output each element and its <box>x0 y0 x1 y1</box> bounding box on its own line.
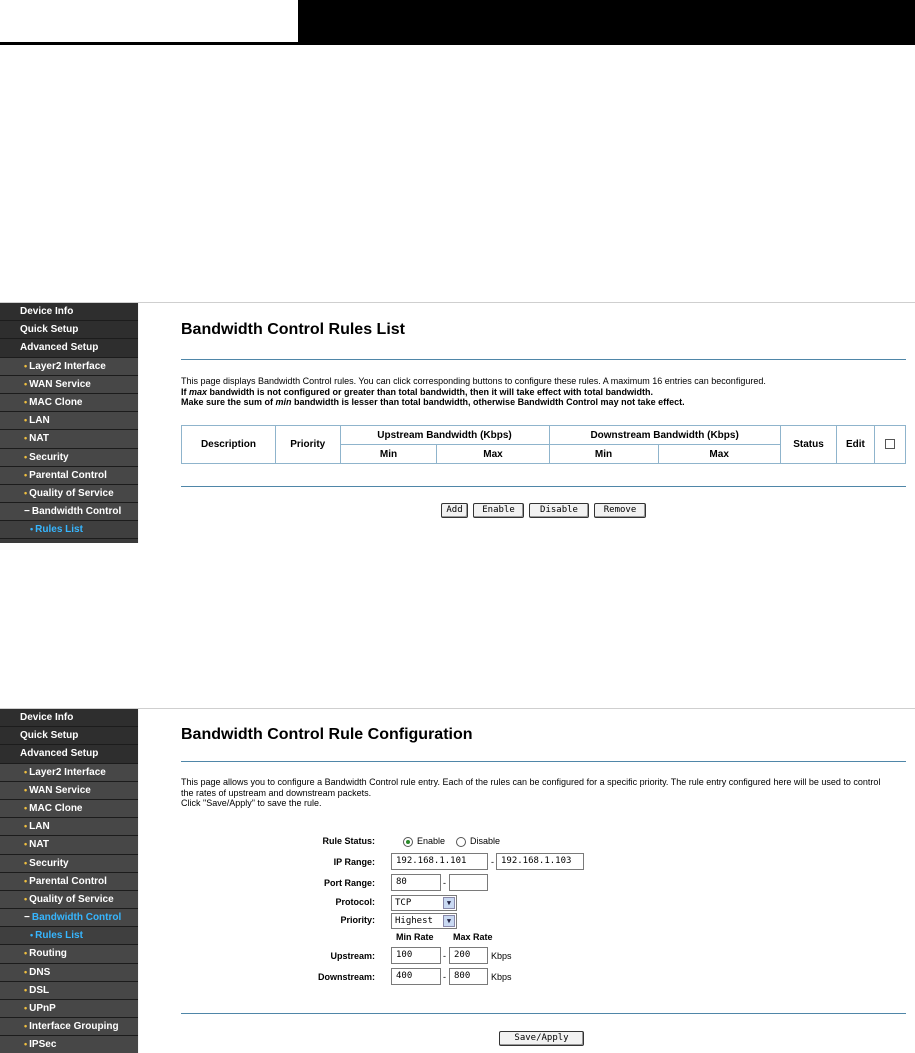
divider <box>181 1013 906 1014</box>
sidebar-item-label: Security <box>29 857 69 869</box>
desc-line-2: If max bandwidth is not configured or greater than total bandwidth, then it will take effect with total bandwidth. <box>181 386 654 397</box>
sidebar-item-bandwidth-control[interactable] <box>0 909 138 927</box>
col-up-max: Max <box>437 445 549 464</box>
sidebar-item-label: Bandwidth Control <box>31 506 122 518</box>
col-priority: Priority <box>275 426 340 464</box>
sidebar-menu <box>0 303 138 543</box>
sidebar-item-label: Device Info <box>20 306 74 317</box>
sidebar-item-parental-control[interactable] <box>0 873 138 891</box>
rules-list-screenshot <box>0 302 915 543</box>
rule-status-label: Rule Status: <box>322 836 375 846</box>
bullet-icon: • <box>30 930 34 941</box>
downstream-max-input[interactable]: 800 <box>449 968 488 985</box>
sidebar-item-nat[interactable] <box>0 430 138 448</box>
priority-label: Priority: <box>340 915 375 925</box>
sidebar-item-device-info[interactable] <box>0 303 138 321</box>
bullet-icon: • <box>24 784 28 795</box>
sidebar-item-quality-of-service[interactable] <box>0 485 138 503</box>
sidebar-item-advanced-setup[interactable] <box>0 339 138 357</box>
sidebar-item-label: Security <box>29 451 69 463</box>
bullet-icon: • <box>24 396 28 407</box>
sidebar-item-label: Parental Control <box>29 875 107 887</box>
bullet-icon: • <box>24 378 28 389</box>
min-rate-header: Min Rate <box>396 932 434 942</box>
col-edit: Edit <box>837 426 874 464</box>
col-downstream: Downstream Bandwidth (Kbps) <box>549 426 780 445</box>
col-upstream: Upstream Bandwidth (Kbps) <box>340 426 549 445</box>
ip-end-input[interactable]: 192.168.1.103 <box>496 853 584 870</box>
sidebar-item-label: DSL <box>29 984 50 996</box>
sidebar-item-label: Rules List <box>35 524 83 536</box>
sidebar-item-mac-clone[interactable] <box>0 394 138 412</box>
desc-line-2: the rates of upstream and downstream packets. <box>181 787 372 798</box>
upstream-max-input[interactable]: 200 <box>449 947 488 964</box>
sidebar-item-rules-list[interactable] <box>0 521 138 539</box>
sidebar-item-security[interactable] <box>0 855 138 873</box>
rules-table <box>181 425 906 464</box>
sidebar-item-label: MAC Clone <box>29 396 83 408</box>
port-start-input[interactable]: 80 <box>391 874 441 891</box>
priority-select[interactable] <box>391 913 457 929</box>
bullet-icon: • <box>24 487 28 498</box>
sidebar-item-device-info[interactable] <box>0 709 138 727</box>
header-black-bar <box>298 0 915 42</box>
sidebar-item-security[interactable] <box>0 449 138 467</box>
ip-start-input[interactable]: 192.168.1.101 <box>391 853 488 870</box>
sidebar-item-lan[interactable] <box>0 412 138 430</box>
add-button[interactable]: Add <box>441 503 468 518</box>
sidebar-item-label: Layer2 Interface <box>29 360 106 372</box>
upstream-label: Upstream: <box>330 951 375 961</box>
bullet-icon: • <box>24 360 28 371</box>
max-rate-header: Max Rate <box>453 932 493 942</box>
rule-status-enable-radio[interactable] <box>403 837 413 847</box>
bullet-icon: • <box>24 984 28 995</box>
port-range-label: Port Range: <box>323 878 375 888</box>
page-title: Bandwidth Control Rules List <box>181 321 405 338</box>
sidebar-item-label: Layer2 Interface <box>29 766 106 778</box>
ip-range-label: IP Range: <box>333 857 375 867</box>
rule-status-disable-radio[interactable] <box>456 837 466 847</box>
sidebar-item-label: Routing <box>29 948 67 960</box>
bullet-icon: • <box>24 415 28 426</box>
divider <box>181 761 906 762</box>
sidebar-item-label: Bandwidth Control <box>31 912 122 924</box>
bullet-icon: • <box>24 1021 28 1032</box>
divider <box>181 486 906 487</box>
bullet-icon: • <box>24 766 28 777</box>
collapse-icon: − <box>24 506 30 518</box>
ip-range-separator: - <box>491 857 494 867</box>
sidebar-menu <box>0 709 138 1053</box>
sidebar-item-label: Quality of Service <box>29 893 114 905</box>
sidebar-item-label: NAT <box>29 839 49 851</box>
disable-option-label: Disable <box>470 836 501 846</box>
bullet-icon: • <box>24 821 28 832</box>
bullet-icon: • <box>24 966 28 977</box>
bullet-icon: • <box>24 875 28 886</box>
sidebar-item-layer2-interface[interactable] <box>0 358 138 376</box>
sidebar-item-label: IPSec <box>29 1039 57 1051</box>
chevron-down-icon: ▼ <box>443 897 455 909</box>
col-status: Status <box>780 426 837 464</box>
bullet-icon: • <box>24 433 28 444</box>
sidebar-item-quick-setup[interactable] <box>0 727 138 745</box>
page-description <box>181 376 909 408</box>
downstream-min-input[interactable]: 400 <box>391 968 441 985</box>
enable-option-label: Enable <box>417 836 446 846</box>
sidebar-item-label: Parental Control <box>29 469 107 481</box>
rules-list-content <box>139 303 915 543</box>
rule-config-content <box>139 709 915 1053</box>
sidebar-item-label: Quick Setup <box>20 730 79 742</box>
collapse-icon: − <box>24 912 30 924</box>
col-down-min: Min <box>549 445 658 464</box>
downstream-separator: - <box>443 972 446 982</box>
sidebar-item-label: WAN Service <box>29 784 91 796</box>
upstream-min-input[interactable]: 100 <box>391 947 441 964</box>
desc-line-3: Click "Save/Apply" to save the rule. <box>181 798 322 808</box>
bullet-icon: • <box>30 524 34 535</box>
sidebar-item-rules-list[interactable] <box>0 927 138 945</box>
protocol-label: Protocol: <box>335 897 375 907</box>
sidebar-item-interface-grouping[interactable] <box>0 1018 138 1036</box>
bullet-icon: • <box>24 451 28 462</box>
sidebar-item-label: LAN <box>29 415 50 427</box>
sidebar-item-label: Rules List <box>35 930 83 942</box>
sidebar-item-label: UPnP <box>29 1003 56 1014</box>
sidebar-item-wan-service[interactable] <box>0 782 138 800</box>
sidebar-item-routing[interactable] <box>0 945 138 963</box>
sidebar-item-dsl[interactable] <box>0 982 138 1000</box>
sidebar-item-label: WAN Service <box>29 378 91 390</box>
save-apply-button[interactable]: Save/Apply <box>499 1031 584 1046</box>
select-all-checkbox[interactable] <box>885 439 895 449</box>
sidebar-item-label: DNS <box>29 966 51 978</box>
priority-value: Highest <box>395 916 433 926</box>
sidebar-item-label: Advanced Setup <box>20 342 99 354</box>
sidebar-item-label: LAN <box>29 821 50 833</box>
bullet-icon: • <box>24 893 28 904</box>
bullet-icon: • <box>24 857 28 868</box>
protocol-select[interactable] <box>391 895 457 911</box>
downstream-label: Downstream: <box>317 972 375 982</box>
upstream-unit: Kbps <box>491 951 512 961</box>
disable-button[interactable]: Disable <box>529 503 589 518</box>
sidebar-item-ipsec[interactable] <box>0 1036 138 1053</box>
sidebar-item-label: NAT <box>29 433 49 445</box>
sidebar-item-layer2-interface[interactable] <box>0 764 138 782</box>
port-range-separator: - <box>443 878 446 888</box>
sidebar-item-dns[interactable] <box>0 964 138 982</box>
sidebar-item-quick-setup[interactable] <box>0 321 138 339</box>
bullet-icon: • <box>24 802 28 813</box>
protocol-value: TCP <box>395 898 412 908</box>
rule-config-screenshot <box>0 708 915 1053</box>
bullet-icon: • <box>24 1003 28 1013</box>
enable-button[interactable]: Enable <box>473 503 524 518</box>
sidebar-item-quality-of-service[interactable] <box>0 891 138 909</box>
select-all-cell <box>874 426 905 464</box>
remove-button[interactable]: Remove <box>594 503 646 518</box>
sidebar-item-label: Quick Setup <box>20 324 79 336</box>
sidebar-item-mac-clone[interactable] <box>0 800 138 818</box>
sidebar-item-upnp[interactable] <box>0 1000 138 1018</box>
port-end-input[interactable] <box>449 874 488 891</box>
bullet-icon: • <box>24 839 28 850</box>
sidebar-item-bandwidth-control[interactable] <box>0 503 138 521</box>
sidebar-item-lan[interactable] <box>0 818 138 836</box>
sidebar-item-parental-control[interactable] <box>0 467 138 485</box>
col-up-min: Min <box>340 445 437 464</box>
col-down-max: Max <box>658 445 780 464</box>
col-description: Description <box>182 426 276 464</box>
sidebar-item-nat[interactable] <box>0 836 138 854</box>
sidebar-item-label: Interface Grouping <box>29 1021 119 1033</box>
sidebar-item-label: Advanced Setup <box>20 748 99 760</box>
sidebar-item-wan-service[interactable] <box>0 376 138 394</box>
sidebar-item-label: MAC Clone <box>29 802 83 814</box>
desc-line-1: This page allows you to configure a Bandwidth Control rule entry. Each of the rules can be configured for a specific priority. The rule entry configured here will be used to control <box>181 777 881 787</box>
sidebar-item-label: Quality of Service <box>29 487 114 499</box>
bullet-icon: • <box>24 1039 28 1050</box>
bullet-icon: • <box>24 948 28 959</box>
desc-line-1: This page displays Bandwidth Control rules. You can click corresponding buttons to configure these rules. A maximum 16 entries can beconfigured. <box>181 376 766 386</box>
chevron-down-icon: ▼ <box>443 915 455 927</box>
upstream-separator: - <box>443 951 446 961</box>
page-title: Bandwidth Control Rule Configuration <box>181 726 473 743</box>
sidebar-item-advanced-setup[interactable] <box>0 745 138 763</box>
downstream-unit: Kbps <box>491 972 512 982</box>
page-description <box>181 777 909 809</box>
desc-line-3: Make sure the sum of min bandwidth is lesser than total bandwidth, otherwise Bandwidth Control may not take effect. <box>181 397 685 407</box>
sidebar-item-label: Device Info <box>20 712 74 723</box>
header-rule <box>0 42 915 45</box>
divider <box>181 359 906 360</box>
bullet-icon: • <box>24 469 28 480</box>
